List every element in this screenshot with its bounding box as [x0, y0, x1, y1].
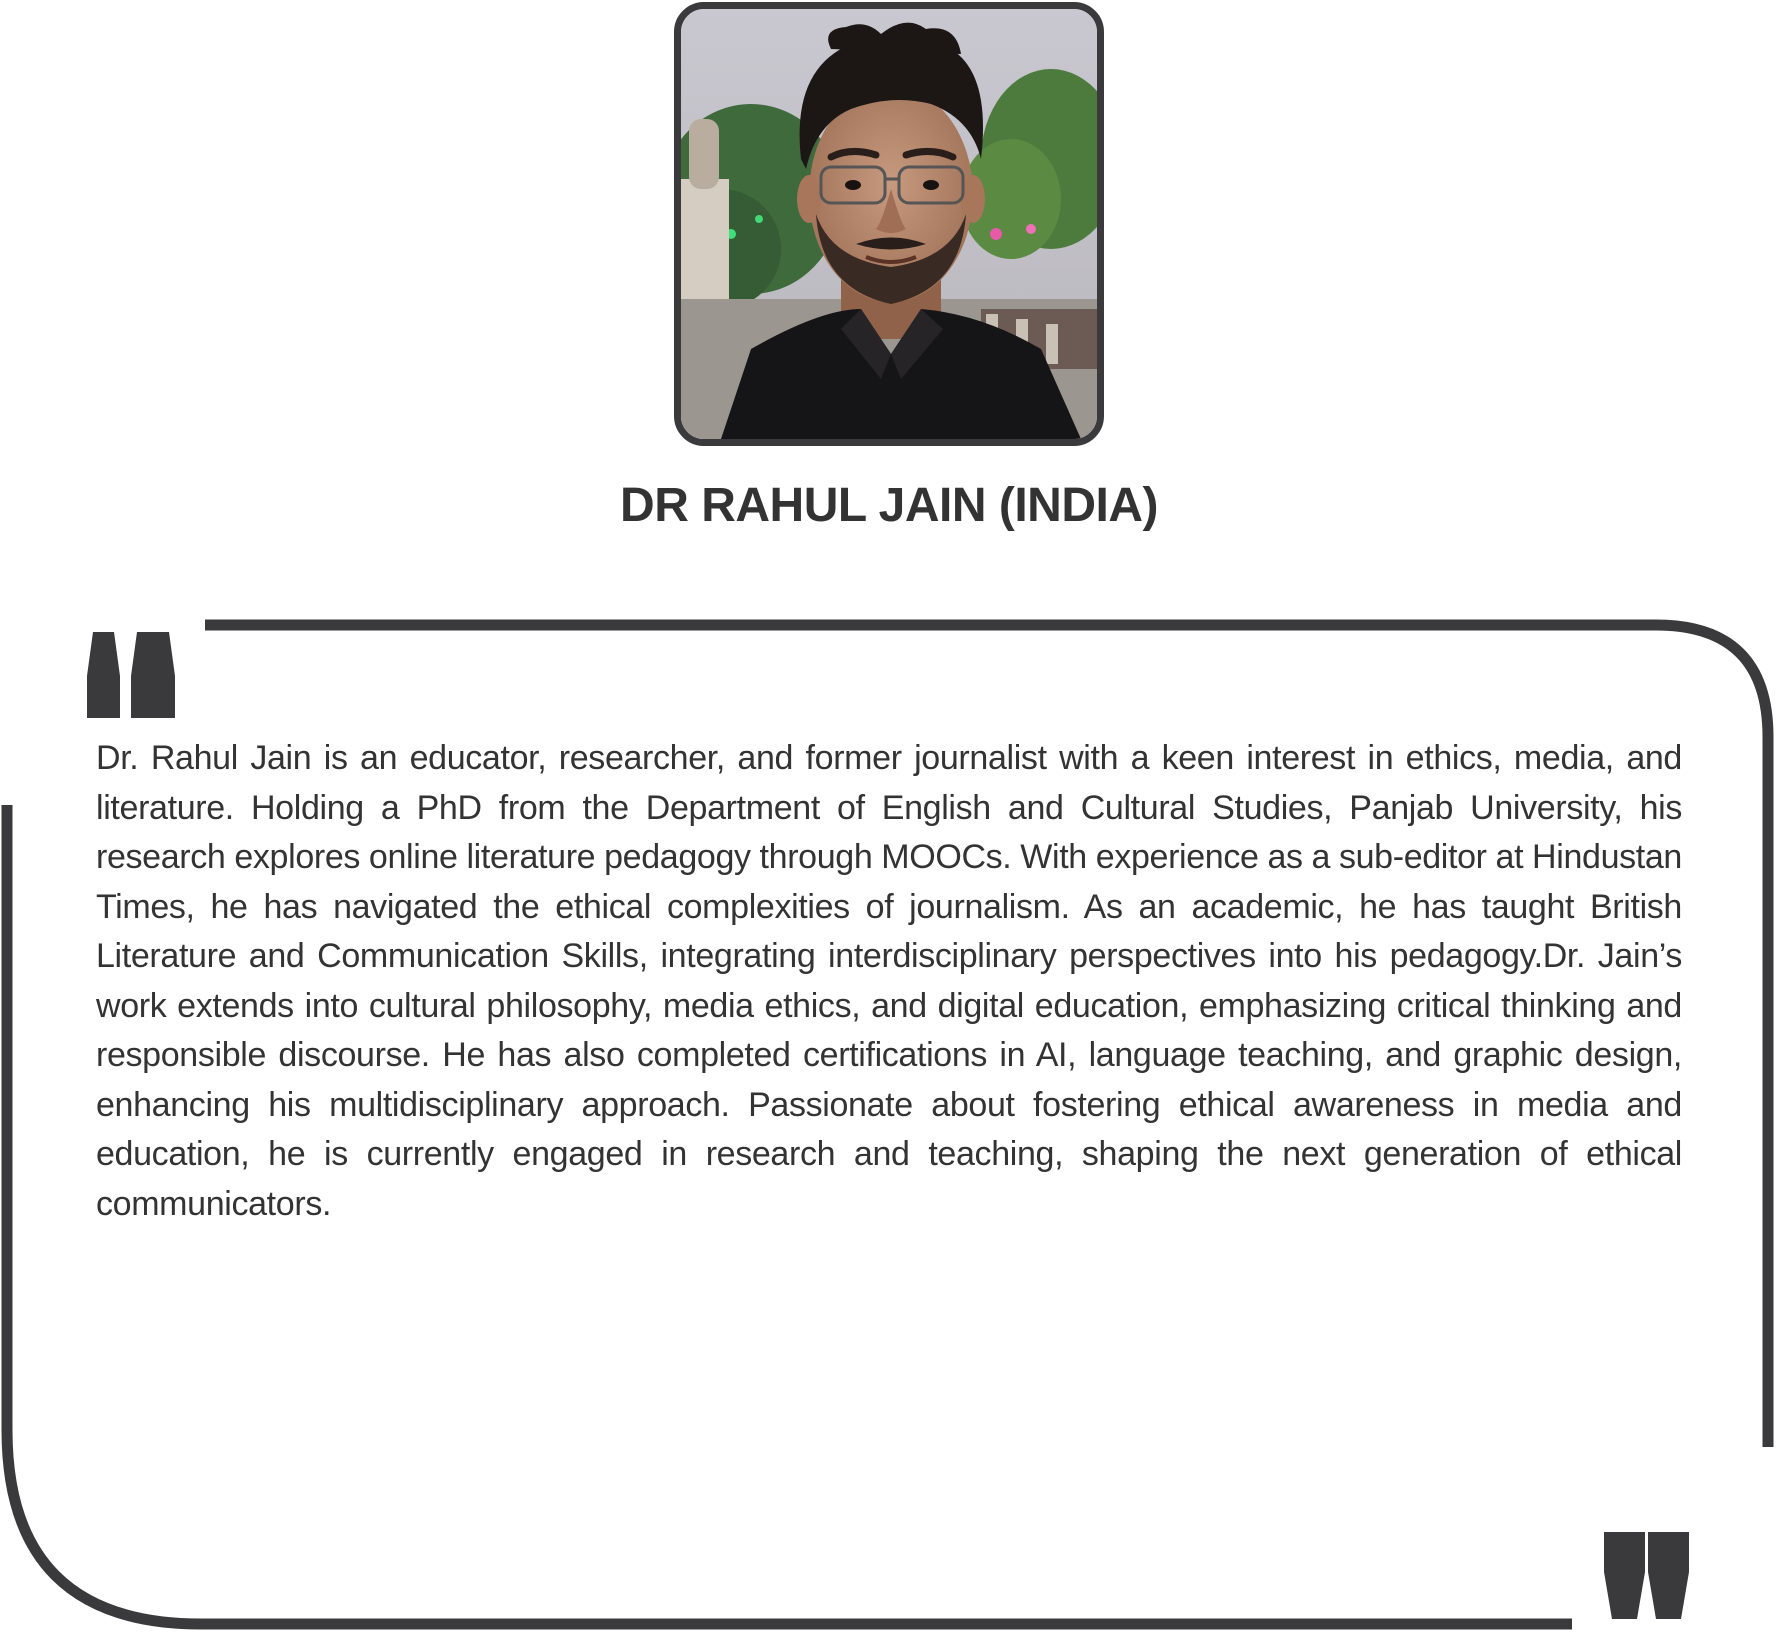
bio-paragraph: Dr. Rahul Jain is an educator, researcher, and former journalist with a keen interest in ethics, media, and literature. Holding a PhD from the Department of English and Cultural Studies, Panjab University, his research explores online literature pedagogy through MOOCs. With experience as a sub-editor at Hindustan Times, he has navigated the ethical complexities of journalism. As an academic, he has taught British Literature and Communication Skills, integrating interdisciplinary perspectives into his pedagogy.Dr. Jain’s work extends into cultural philosophy, media ethics, and digital education, emphasizing critical thinking and responsible discourse. He has also completed certifications in AI, language teaching, and graphic design, enhancing his multidisciplinary approach. Passionate about fostering ethical awareness in media and education, he is currently engaged in research and teaching, shaping the next generation of ethical communicators. — [96, 739, 1682, 1223]
profile-name: DR RAHUL JAIN (INDIA) — [620, 479, 1158, 532]
close-quote-icon — [1604, 1532, 1689, 1619]
profile-photo — [674, 2, 1104, 446]
open-quote-icon — [87, 632, 175, 718]
portrait-illustration — [681, 9, 1097, 439]
